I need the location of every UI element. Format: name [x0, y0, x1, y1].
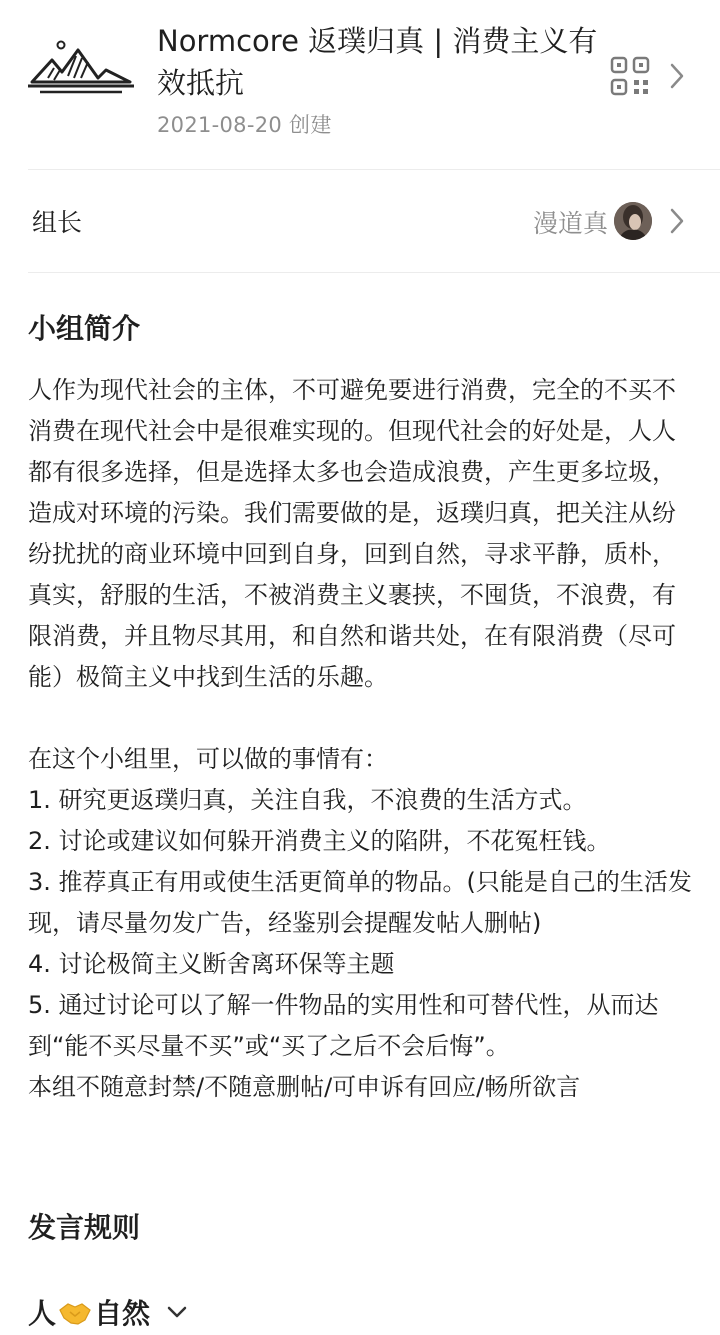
divider [28, 272, 720, 273]
list-intro: 在这个小组里，可以做的事情有： [28, 745, 388, 773]
chevron-down-icon[interactable] [166, 1305, 188, 1319]
group-header [0, 0, 720, 170]
intro-heading: 小组简介 [28, 312, 141, 345]
leader-avatar[interactable] [614, 202, 652, 240]
rule-title-left: 人 [28, 1297, 57, 1330]
list-item: 2. 讨论或建议如何躲开消费主义的陷阱，不花冤枉钱。 [28, 827, 611, 855]
rule-title-right: 自然 [94, 1297, 151, 1330]
created-date: 2021-08-20 创建 [157, 113, 332, 137]
rule-item-expandable[interactable] [28, 1290, 188, 1334]
leader-row[interactable] [0, 170, 720, 272]
rules-heading: 发言规则 [28, 1211, 141, 1244]
list-item: 1. 研究更返璞归真，关注自我，不浪费的生活方式。 [28, 786, 587, 814]
list-item: 4. 讨论极简主义断舍离环保等主题 [28, 950, 395, 978]
list-item: 5. 通过讨论可以了解一件物品的实用性和可替代性，从而达到“能不买尽量不买”或“买了之后不会后悔”。 [28, 991, 659, 1060]
group-logo-mountains-icon [28, 40, 134, 96]
closing-line: 本组不随意封禁/不随意删帖/可申诉有回应/畅所欲言 [28, 1073, 581, 1101]
leader-name[interactable]: 漫道真 [532, 209, 608, 238]
qr-code-icon[interactable] [610, 56, 650, 96]
group-title: Normcore 返璞归真 | 消费主义有效抵抗 [157, 24, 598, 100]
intro-content [28, 370, 698, 1108]
handshake-emoji-icon [58, 1298, 92, 1326]
chevron-right-icon[interactable] [668, 62, 686, 90]
chevron-right-icon[interactable] [668, 207, 686, 235]
intro-paragraph: 人作为现代社会的主体，不可避免要进行消费，完全的不买不消费在现代社会中是很难实现的。但现代社会的好处是，人人都有很多选择，但是选择太多也会造成浪费，产生更多垃圾，造成对环境的污染。我们需要做的是，返璞归真，把关注从纷纷扰扰的商业环境中回到自身，回到自然，寻求平静，质朴，真实，舒服的生活，不被消费主义裹挟，不囤货，不浪费，有限消费，并且物尽其用，和自然和谐共处，在有限消费（尽可能）极简主义中找到生活的乐趣。 [28, 376, 676, 691]
leader-label: 组长 [32, 208, 83, 237]
list-item: 3. 推荐真正有用或使生活更简单的物品。(只能是自己的生活发现，请尽量勿发广告，经鉴别会提醒发帖人删帖) [28, 868, 692, 937]
